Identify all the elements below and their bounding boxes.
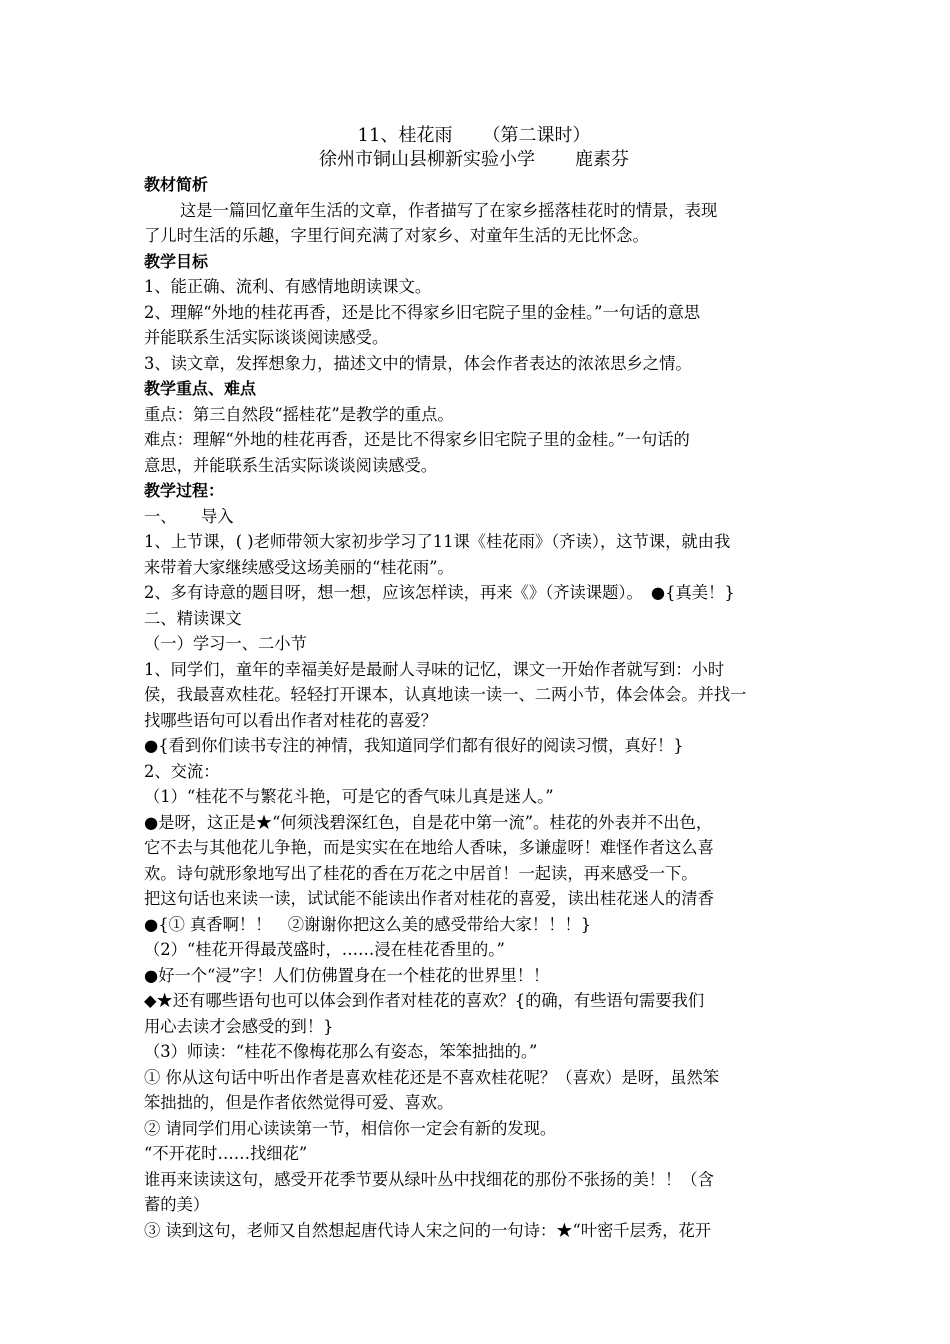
text-line: 笨拙拙的，但是作者依然觉得可爱、喜欢。 (144, 1093, 454, 1112)
text-line: 意思，并能联系生活实际谈谈阅读感受。 (144, 455, 438, 475)
text-line: 并能联系生活实际谈谈阅读感受。 (144, 328, 389, 347)
text-line: 重点：第三自然段“摇桂花”是教学的重点。 (144, 404, 454, 424)
text-line: 3、读文章，发挥想象力，描述文中的情景，体会作者表达的浓浓思乡之情。 (144, 353, 692, 373)
text-line: 了儿时生活的乐趣，字里行间充满了对家乡、对童年生活的无比怀念。 (144, 226, 649, 245)
text-line: （2）“桂花开得最茂盛时，……浸在桂花香里的。” (144, 940, 505, 959)
text-line: ●好一个“浸”字！人们仿佛置身在一个桂花的世界里！！ (144, 965, 550, 985)
text-line: 把这句话也来读一读，试试能不能读出作者对桂花的喜爱，读出桂花迷人的清香 (144, 889, 714, 908)
section-heading: 教学过程： (144, 481, 225, 500)
author-name: 鹿素芬 (575, 149, 629, 170)
text-line: （3）师读：“桂花不像梅花那么有姿态，笨笨拙拙的。” (144, 1042, 538, 1061)
text-line: ③ 读到这句，老师又自然想起唐代诗人宋之问的一句诗：★“叶密千层秀，花开 (144, 1220, 712, 1240)
document-page (144, 124, 808, 1243)
text-line: ●{看到你们读书专注的神情，我知道同学们都有很好的阅读习惯，真好！} (144, 736, 684, 755)
text-line: 来带着大家继续感受这场美丽的“桂花雨”。 (144, 557, 454, 577)
text-line: 1、上节课，( )老师带领大家初步学习了11课《桂花雨》（齐读），这节课，就由我 (144, 532, 731, 551)
text-line: 欢。诗句就形象地写出了桂花的香在万花之中居首！一起读，再来感受一下。 (144, 863, 698, 883)
document-byline (140, 148, 808, 172)
section-heading: 教材简析 (144, 175, 209, 194)
document-body (144, 172, 808, 1243)
text-line: “不开花时……找细花” (144, 1144, 308, 1163)
text-line: 谁再来读读这句，感受开花季节要从绿叶丛中找细花的那份不张扬的美！！（含 (144, 1169, 714, 1189)
text-line: （1）“桂花不与繁花斗艳，可是它的香气味儿真是迷人。” (144, 787, 554, 806)
text-line: ●是呀，这正是★“何须浅碧深红色，自是花中第一流”。桂花的外表并不出色， (144, 812, 713, 832)
text-line: 侯，我最喜欢桂花。轻轻打开课本，认真地读一读一、二两小节，体会体会。并找一 (144, 685, 747, 704)
text-line: 二、精读课文 (144, 608, 242, 628)
text-line: 2、交流： (144, 761, 220, 781)
text-line: 1、同学们，童年的幸福美好是最耐人寻味的记忆，课文一开始作者就写到：小时 (144, 659, 725, 679)
text-line: ② 请同学们用心读读第一节，相信你一定会有新的发现。 (144, 1118, 557, 1138)
lesson-title: 11、桂花雨 (357, 125, 453, 146)
text-line: 用心去读才会感受的到！} (144, 1016, 334, 1036)
section-heading: 教学重点、难点 (144, 379, 257, 398)
text-line: 2、多有诗意的题目呀，想一想，应该怎样读，再来《》（齐读课题）。 ●{真美！} (144, 583, 735, 602)
text-line: 难点：理解“外地的桂花再香，还是比不得家乡旧宅院子里的金桂。”一句话的 (144, 430, 690, 449)
text-line: 2、理解“外地的桂花再香，还是比不得家乡旧宅院子里的金桂。”一句话的意思 (144, 302, 701, 322)
section-heading: 教学目标 (144, 251, 209, 271)
text-line: 蓄的美） (144, 1195, 210, 1214)
text-line: 找哪些语句可以看出作者对桂花的喜爱？ (144, 710, 438, 730)
text-line: 1、能正确、流利、有感情地朗读课文。 (144, 277, 432, 296)
text-line: ◆★还有哪些语句也可以体会到作者对桂花的喜欢？{的确，有些语句需要我们 (144, 991, 705, 1010)
lesson-period: （第二课时） (482, 125, 591, 146)
text-line: 它不去与其他花儿争艳，而是实实在在地给人香味，多谦虚呀！难怪作者这么喜 (144, 838, 714, 857)
text-line: （一）学习一、二小节 (144, 634, 307, 653)
document-title (140, 124, 808, 148)
text-line: 一、 导入 (144, 506, 234, 526)
text-line: ●{① 真香啊！！ ②谢谢你把这么美的感受带给大家！！！} (144, 914, 592, 934)
text-line: 这是一篇回忆童年生活的文章，作者描写了在家乡摇落桂花时的情景，表现 (180, 200, 718, 220)
text-line: ① 你从这句话中听出作者是喜欢桂花还是不喜欢桂花呢？（喜欢）是呀，虽然笨 (144, 1067, 720, 1087)
school-name: 徐州市铜山县柳新实验小学 (319, 149, 535, 170)
